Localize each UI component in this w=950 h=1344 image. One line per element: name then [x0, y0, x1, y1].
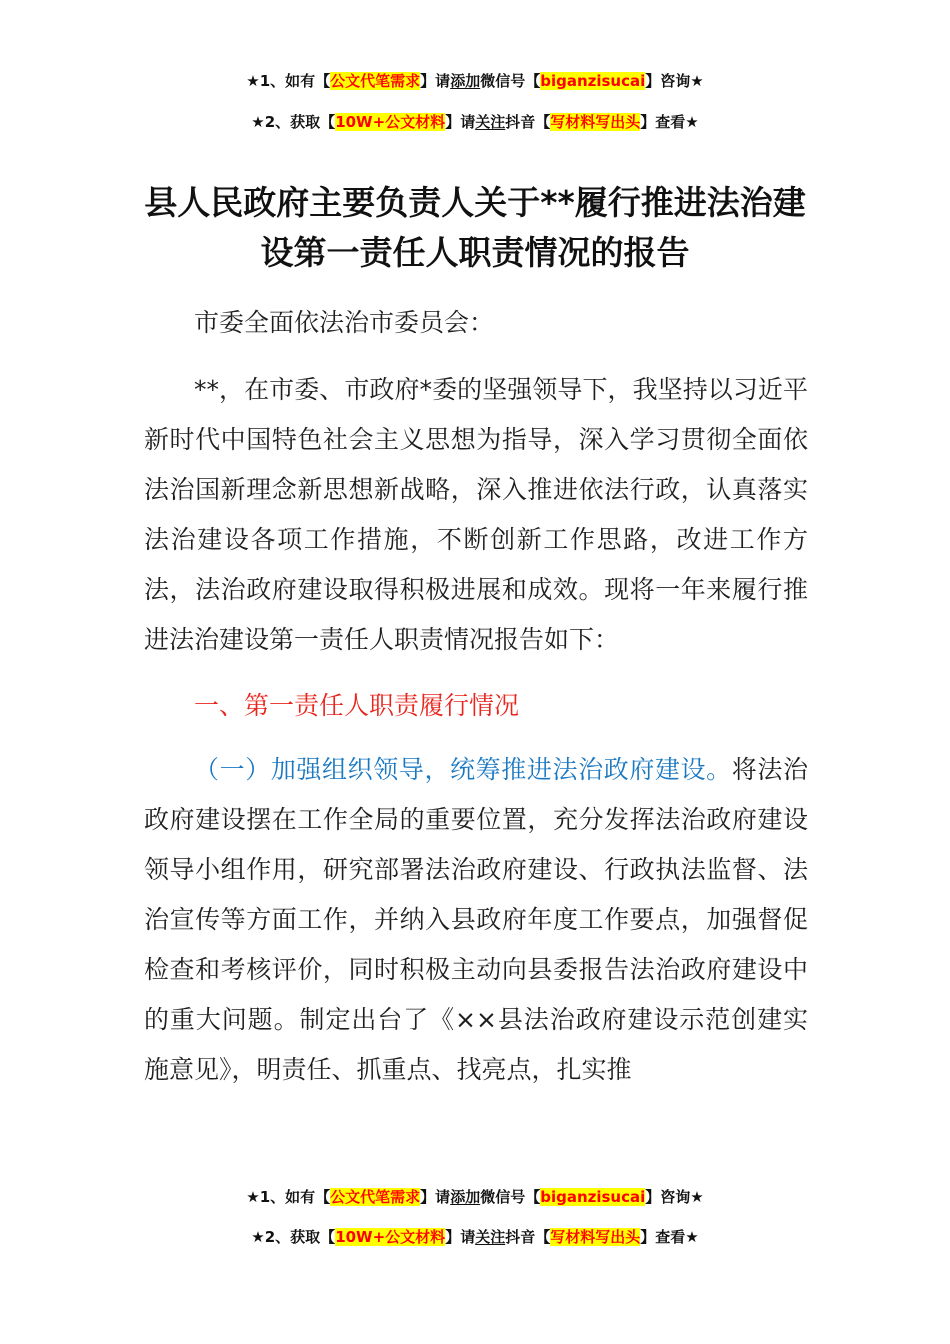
- banner-underline-follow: 关注: [475, 113, 506, 131]
- banner-text: 抖音【: [505, 113, 551, 131]
- banner-text: 】请: [445, 113, 476, 131]
- banner-text: 】查看★: [640, 1228, 699, 1246]
- subsection-body-1: 将法治政府建设摆在工作全局的重要位置，充分发挥法治政府建设领导小组作用，研究部署法治政府建设、行政执法监督、法治宣传等方面工作，并纳入县政府年度工作要点，加强督促检查和考核评价，同时积极主动向县委报告法治政府建设中的重大问题。制定出台了《××县法治政府建设示范创建实施意见》，明责任、抓重点、找亮点，扎实推: [144, 755, 808, 1084]
- banner-line-1: [0, 1186, 950, 1208]
- banner-text: ★1、如有【: [246, 1188, 331, 1206]
- banner-text: 抖音【: [505, 1228, 551, 1246]
- banner-text: 】咨询★: [645, 1188, 704, 1206]
- banner-line-2: [0, 1226, 950, 1248]
- banner-line-1: [0, 70, 950, 92]
- banner-highlight-wechat-id: biganzisucai: [540, 1188, 646, 1206]
- banner-highlight-materials: 10W+公文材料: [335, 1228, 446, 1246]
- banner-text: 】请: [445, 1228, 476, 1246]
- banner-text: ★2、获取【: [251, 113, 336, 131]
- document-title: 县人民政府主要负责人关于**履行推进法治建设第一责任人职责情况的报告: [144, 183, 806, 272]
- banner-highlight-service: 公文代笔需求: [330, 1188, 421, 1206]
- banner-text: ★1、如有【: [246, 72, 331, 90]
- banner-text: 】请: [420, 1188, 451, 1206]
- document-body: [144, 298, 808, 1095]
- banner-text: 】查看★: [640, 113, 699, 131]
- banner-highlight-douyin-id: 写材料写出头: [550, 1228, 641, 1246]
- banner-highlight-douyin-id: 写材料写出头: [550, 113, 641, 131]
- banner-text: ★2、获取【: [251, 1228, 336, 1246]
- banner-highlight-wechat-id: biganzisucai: [540, 72, 646, 90]
- salutation: 市委全面依法治市委员会：: [194, 308, 495, 337]
- banner-text: 】咨询★: [645, 72, 704, 90]
- subsection-paragraph-1: [144, 745, 808, 1095]
- intro-paragraph: **，在市委、市政府*委的坚强领导下，我坚持以习近平新时代中国特色社会主义思想为指导，深入学习贯彻全面依法治国新理念新思想新战略，深入推进依法行政，认真落实法治建设各项工作措施，不断创新工作思路，改进工作方法，法治政府建设取得积极进展和成效。现将一年来履行推进法治建设第一责任人职责情况报告如下：: [144, 375, 808, 654]
- section-heading-1: 一、第一责任人职责履行情况: [194, 691, 520, 720]
- banner-highlight-materials: 10W+公文材料: [335, 113, 446, 131]
- banner-text: 微信号【: [480, 72, 541, 90]
- banner-highlight-service: 公文代笔需求: [330, 72, 421, 90]
- subsection-heading-1: （一）加强组织领导，统筹推进法治政府建设。: [194, 755, 732, 784]
- footer-banner: [0, 1186, 950, 1248]
- banner-text: 微信号【: [480, 1188, 541, 1206]
- banner-text: 】请: [420, 72, 451, 90]
- banner-line-2: [0, 111, 950, 133]
- header-banner: [0, 70, 950, 133]
- banner-underline-add: 添加: [450, 72, 481, 90]
- banner-underline-add: 添加: [450, 1188, 481, 1206]
- banner-underline-follow: 关注: [475, 1228, 506, 1246]
